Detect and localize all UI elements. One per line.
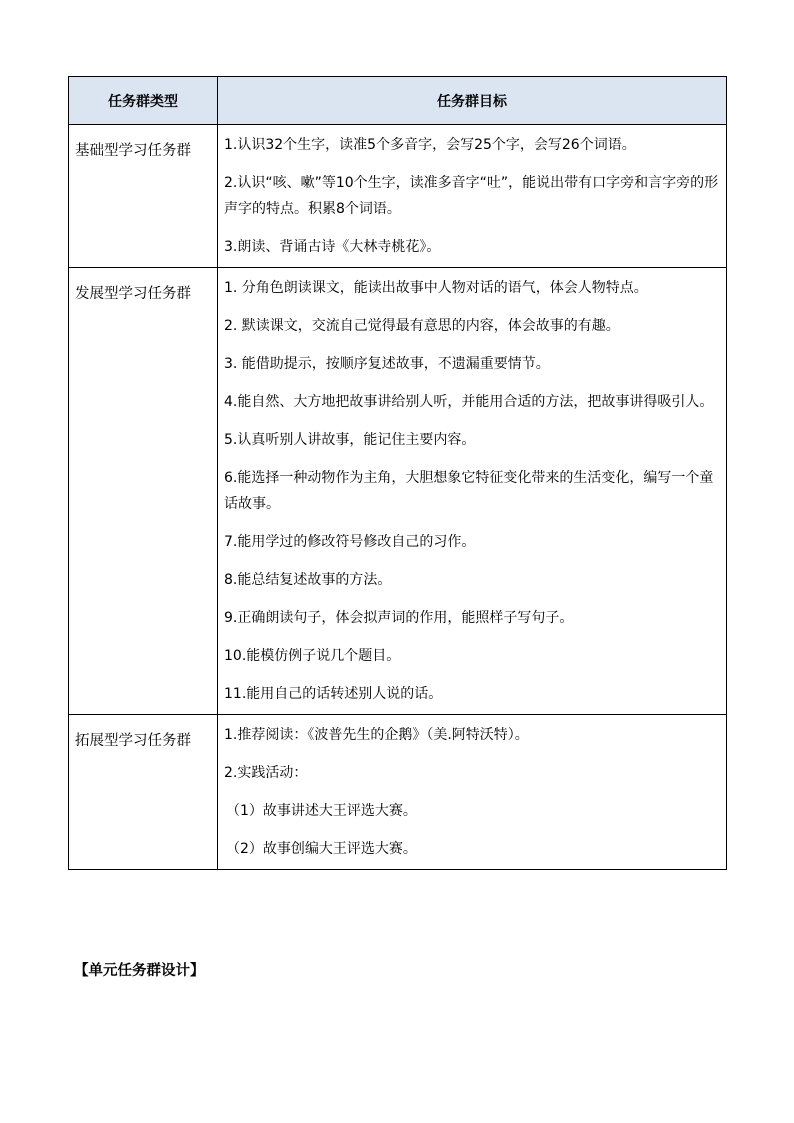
task-type-cell: 发展型学习任务群 [69, 268, 218, 715]
table-row [69, 125, 727, 268]
task-goal-cell [218, 125, 727, 268]
goal-item: 2. 默读课文，交流自己觉得最有意思的内容，体会故事的有趣。 [224, 318, 620, 334]
section-heading: 【单元任务群设计】 [74, 963, 205, 979]
goal-item: 3. 能借助提示，按顺序复述故事，不遗漏重要情节。 [224, 356, 550, 372]
goal-item: 11.能用自己的话转述别人说的话。 [224, 686, 443, 702]
task-goal-cell [218, 715, 727, 870]
goal-item: 1.推荐阅读：《波普先生的企鹅》（美.阿特沃特）。 [224, 727, 529, 743]
task-type-cell: 拓展型学习任务群 [69, 715, 218, 870]
goal-item: 2.实践活动： [224, 765, 308, 781]
goal-item: 2.认识“咳、嗽”等10个生字，读准多音字“吐”，能说出带有口字旁和言字旁的形声字的特点。积累8个词语。 [224, 175, 719, 217]
goal-item: 5.认真听别人讲故事，能记住主要内容。 [224, 432, 476, 448]
goal-item: 8.能总结复述故事的方法。 [224, 572, 392, 588]
goal-item: 9.正确朗读句子，体会拟声词的作用，能照样子写句子。 [224, 610, 574, 626]
goal-item: 6.能选择一种动物作为主角，大胆想象它特征变化带来的生活变化，编写一个童话故事。 [224, 470, 714, 512]
table-header-row [69, 77, 727, 125]
goal-item: （2）故事创编大王评选大赛。 [226, 841, 417, 857]
table-row [69, 268, 727, 715]
goal-item: （1）故事讲述大王评选大赛。 [226, 803, 417, 819]
goal-item: 10.能模仿例子说几个题目。 [224, 648, 401, 664]
goal-item: 1.认识32个生字，读准5个多音字，会写25个字，会写26个词语。 [224, 137, 636, 153]
header-task-goal: 任务群目标 [218, 77, 727, 125]
table-row [69, 715, 727, 870]
header-task-type: 任务群类型 [69, 77, 218, 125]
goal-item: 1. 分角色朗读课文，能读出故事中人物对话的语气，体会人物特点。 [224, 280, 648, 296]
task-type-cell: 基础型学习任务群 [69, 125, 218, 268]
goal-item: 7.能用学过的修改符号修改自己的习作。 [224, 534, 476, 550]
goal-item: 3.朗读、背诵古诗《大林寺桃花》。 [224, 239, 441, 255]
goal-item: 4.能自然、大方地把故事讲给别人听，并能用合适的方法，把故事讲得吸引人。 [224, 394, 714, 410]
task-goal-cell [218, 268, 727, 715]
task-group-table [68, 76, 727, 870]
